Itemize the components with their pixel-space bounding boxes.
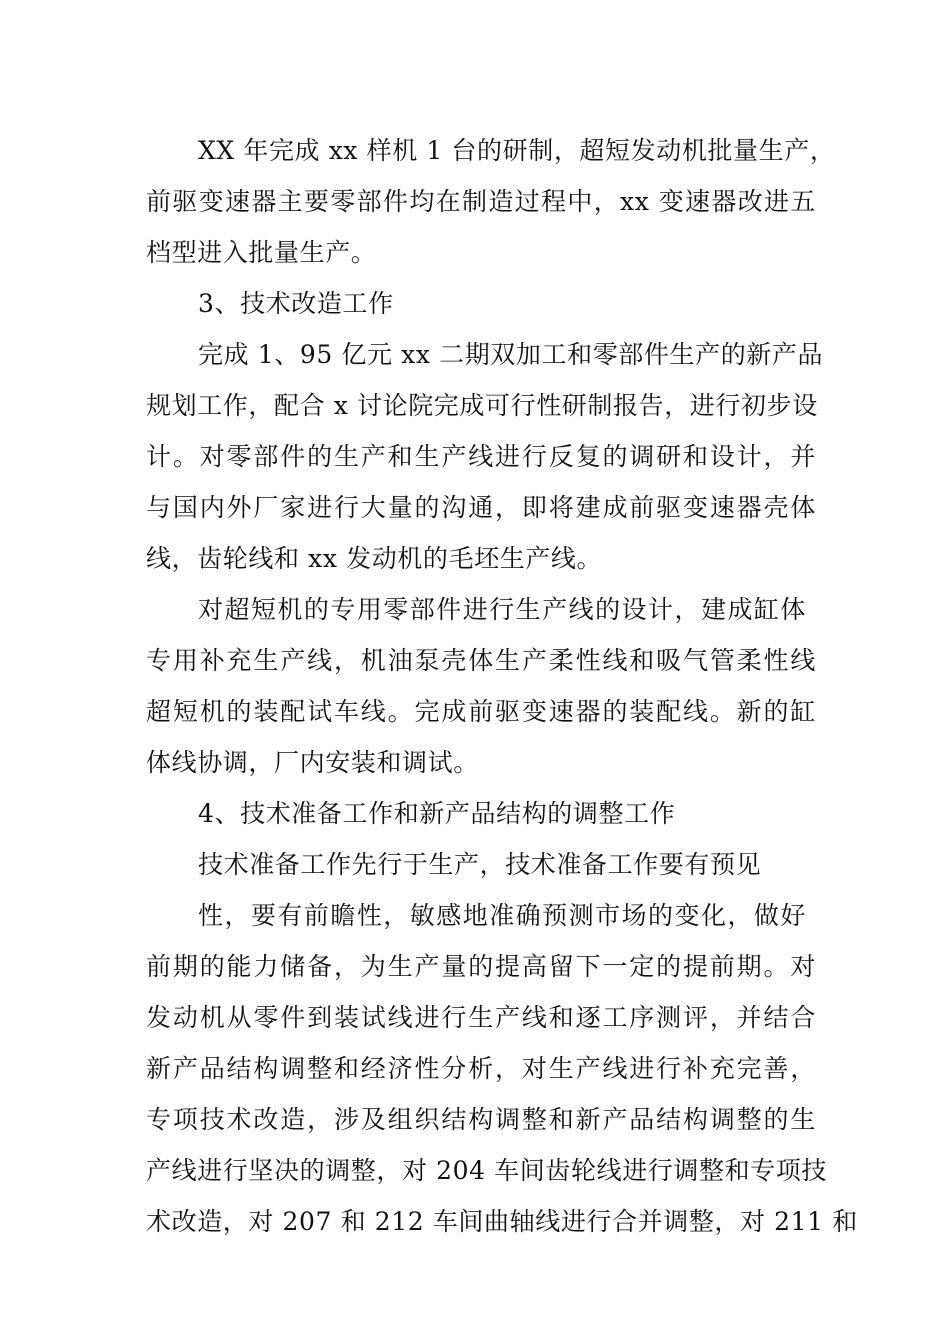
text-line: 前驱变速器主要零部件均在制造过程中，xx 变速器改进五 — [146, 187, 816, 216]
text-line: 档型进入批量生产。 — [146, 238, 377, 267]
text-line: 产线进行坚决的调整，对 204 车间齿轮线进行调整和专项技 — [146, 1156, 828, 1185]
text-line: 与国内外厂家进行大量的沟通，即将建成前驱变速器壳体 — [146, 493, 816, 522]
text-line: 新产品结构调整和经济性分析，对生产线进行补充完善， — [146, 1054, 816, 1083]
text-line: 前期的能力储备，为生产量的提高留下一定的提前期。对 — [146, 952, 816, 981]
text-line: 技术准备工作先行于生产，技术准备工作要有预见 — [198, 850, 762, 879]
text-line: 完成 1、95 亿元 xx 二期双加工和零部件生产的新产品 — [198, 340, 824, 369]
text-line: 计。对零部件的生产和生产线进行反复的调研和设计，并 — [146, 442, 816, 471]
text-line: 超短机的装配试车线。完成前驱变速器的装配线。新的缸 — [146, 697, 816, 726]
text-line: 专项技术改造，涉及组织结构调整和新产品结构调整的生 — [146, 1105, 816, 1134]
text-line: 体线协调，厂内安装和调试。 — [146, 748, 479, 777]
text-line: 规划工作，配合 x 讨论院完成可行性研制报告，进行初步设 — [146, 391, 818, 420]
text-line: 性，要有前瞻性，敏感地准确预测市场的变化，做好 — [198, 901, 806, 930]
text-line: 对超短机的专用零部件进行生产线的设计，建成缸体 — [198, 595, 806, 624]
section-heading: 3、技术改造工作 — [198, 289, 394, 318]
text-line: 专用补充生产线，机油泵壳体生产柔性线和吸气管柔性线 — [146, 646, 816, 675]
text-line: 术改造，对 207 和 212 车间曲轴线进行合并调整，对 211 和 — [146, 1207, 858, 1236]
text-line: 发动机从零件到装试线进行生产线和逐工序测评，并结合 — [146, 1003, 816, 1032]
section-heading: 4、技术准备工作和新产品结构的调整工作 — [198, 799, 676, 828]
text-line: 线，齿轮线和 xx 发动机的毛坯生产线。 — [146, 544, 603, 573]
text-line: XX 年完成 xx 样机 1 台的研制，超短发动机批量生产， — [198, 136, 836, 165]
